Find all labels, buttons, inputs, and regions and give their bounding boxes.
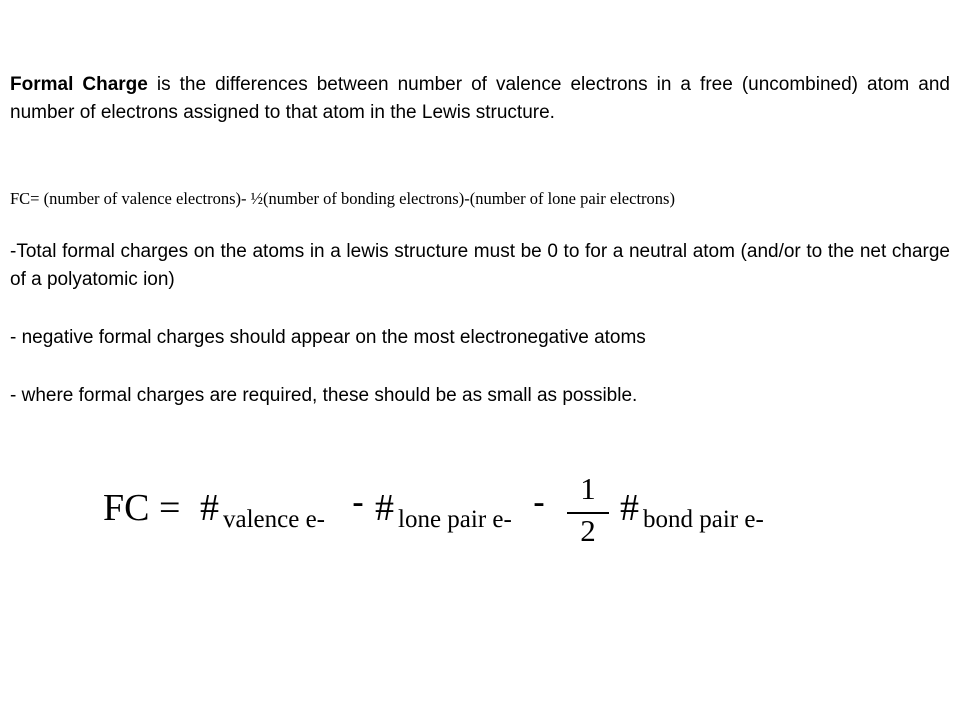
rule-total-formal-charge: -Total formal charges on the atoms in a lewis structure must be 0 to for a neutral atom (and/or to the net charge of a polyatomic ion) bbox=[10, 241, 950, 290]
equation-hash-lone-pair: # bbox=[375, 487, 394, 529]
equation-subscript-lone-pair: lone pair e- bbox=[398, 506, 512, 533]
fraction-numerator: 1 bbox=[580, 471, 596, 506]
formal-charge-equation bbox=[103, 468, 823, 558]
equation-subscript-bond-pair: bond pair e- bbox=[643, 506, 764, 533]
rule-smallest-charges: - where formal charges are required, these should be as small as possible. bbox=[10, 385, 638, 406]
definition-term: Formal Charge bbox=[10, 74, 148, 95]
equation-lhs: FC = bbox=[103, 487, 181, 529]
equation-minus-2: - bbox=[533, 481, 545, 522]
equation-hash-bond-pair: # bbox=[620, 487, 639, 529]
fraction-denominator: 2 bbox=[580, 513, 596, 548]
equation-subscript-valence: valence e- bbox=[223, 506, 326, 533]
equation-hash-valence: # bbox=[200, 487, 219, 529]
formula-text: FC= (number of valence electrons)- ½(number of bonding electrons)-(number of lone pair electrons) bbox=[10, 189, 675, 208]
definition-text: is the differences between number of valence electrons in a free (uncombined) atom and number of electrons assigned to that atom in the Lewis structure. bbox=[10, 74, 951, 123]
equation-minus-1: - bbox=[352, 481, 364, 522]
rule-negative-charges: - negative formal charges should appear on the most electronegative atoms bbox=[10, 327, 646, 348]
definition-paragraph bbox=[10, 71, 950, 127]
